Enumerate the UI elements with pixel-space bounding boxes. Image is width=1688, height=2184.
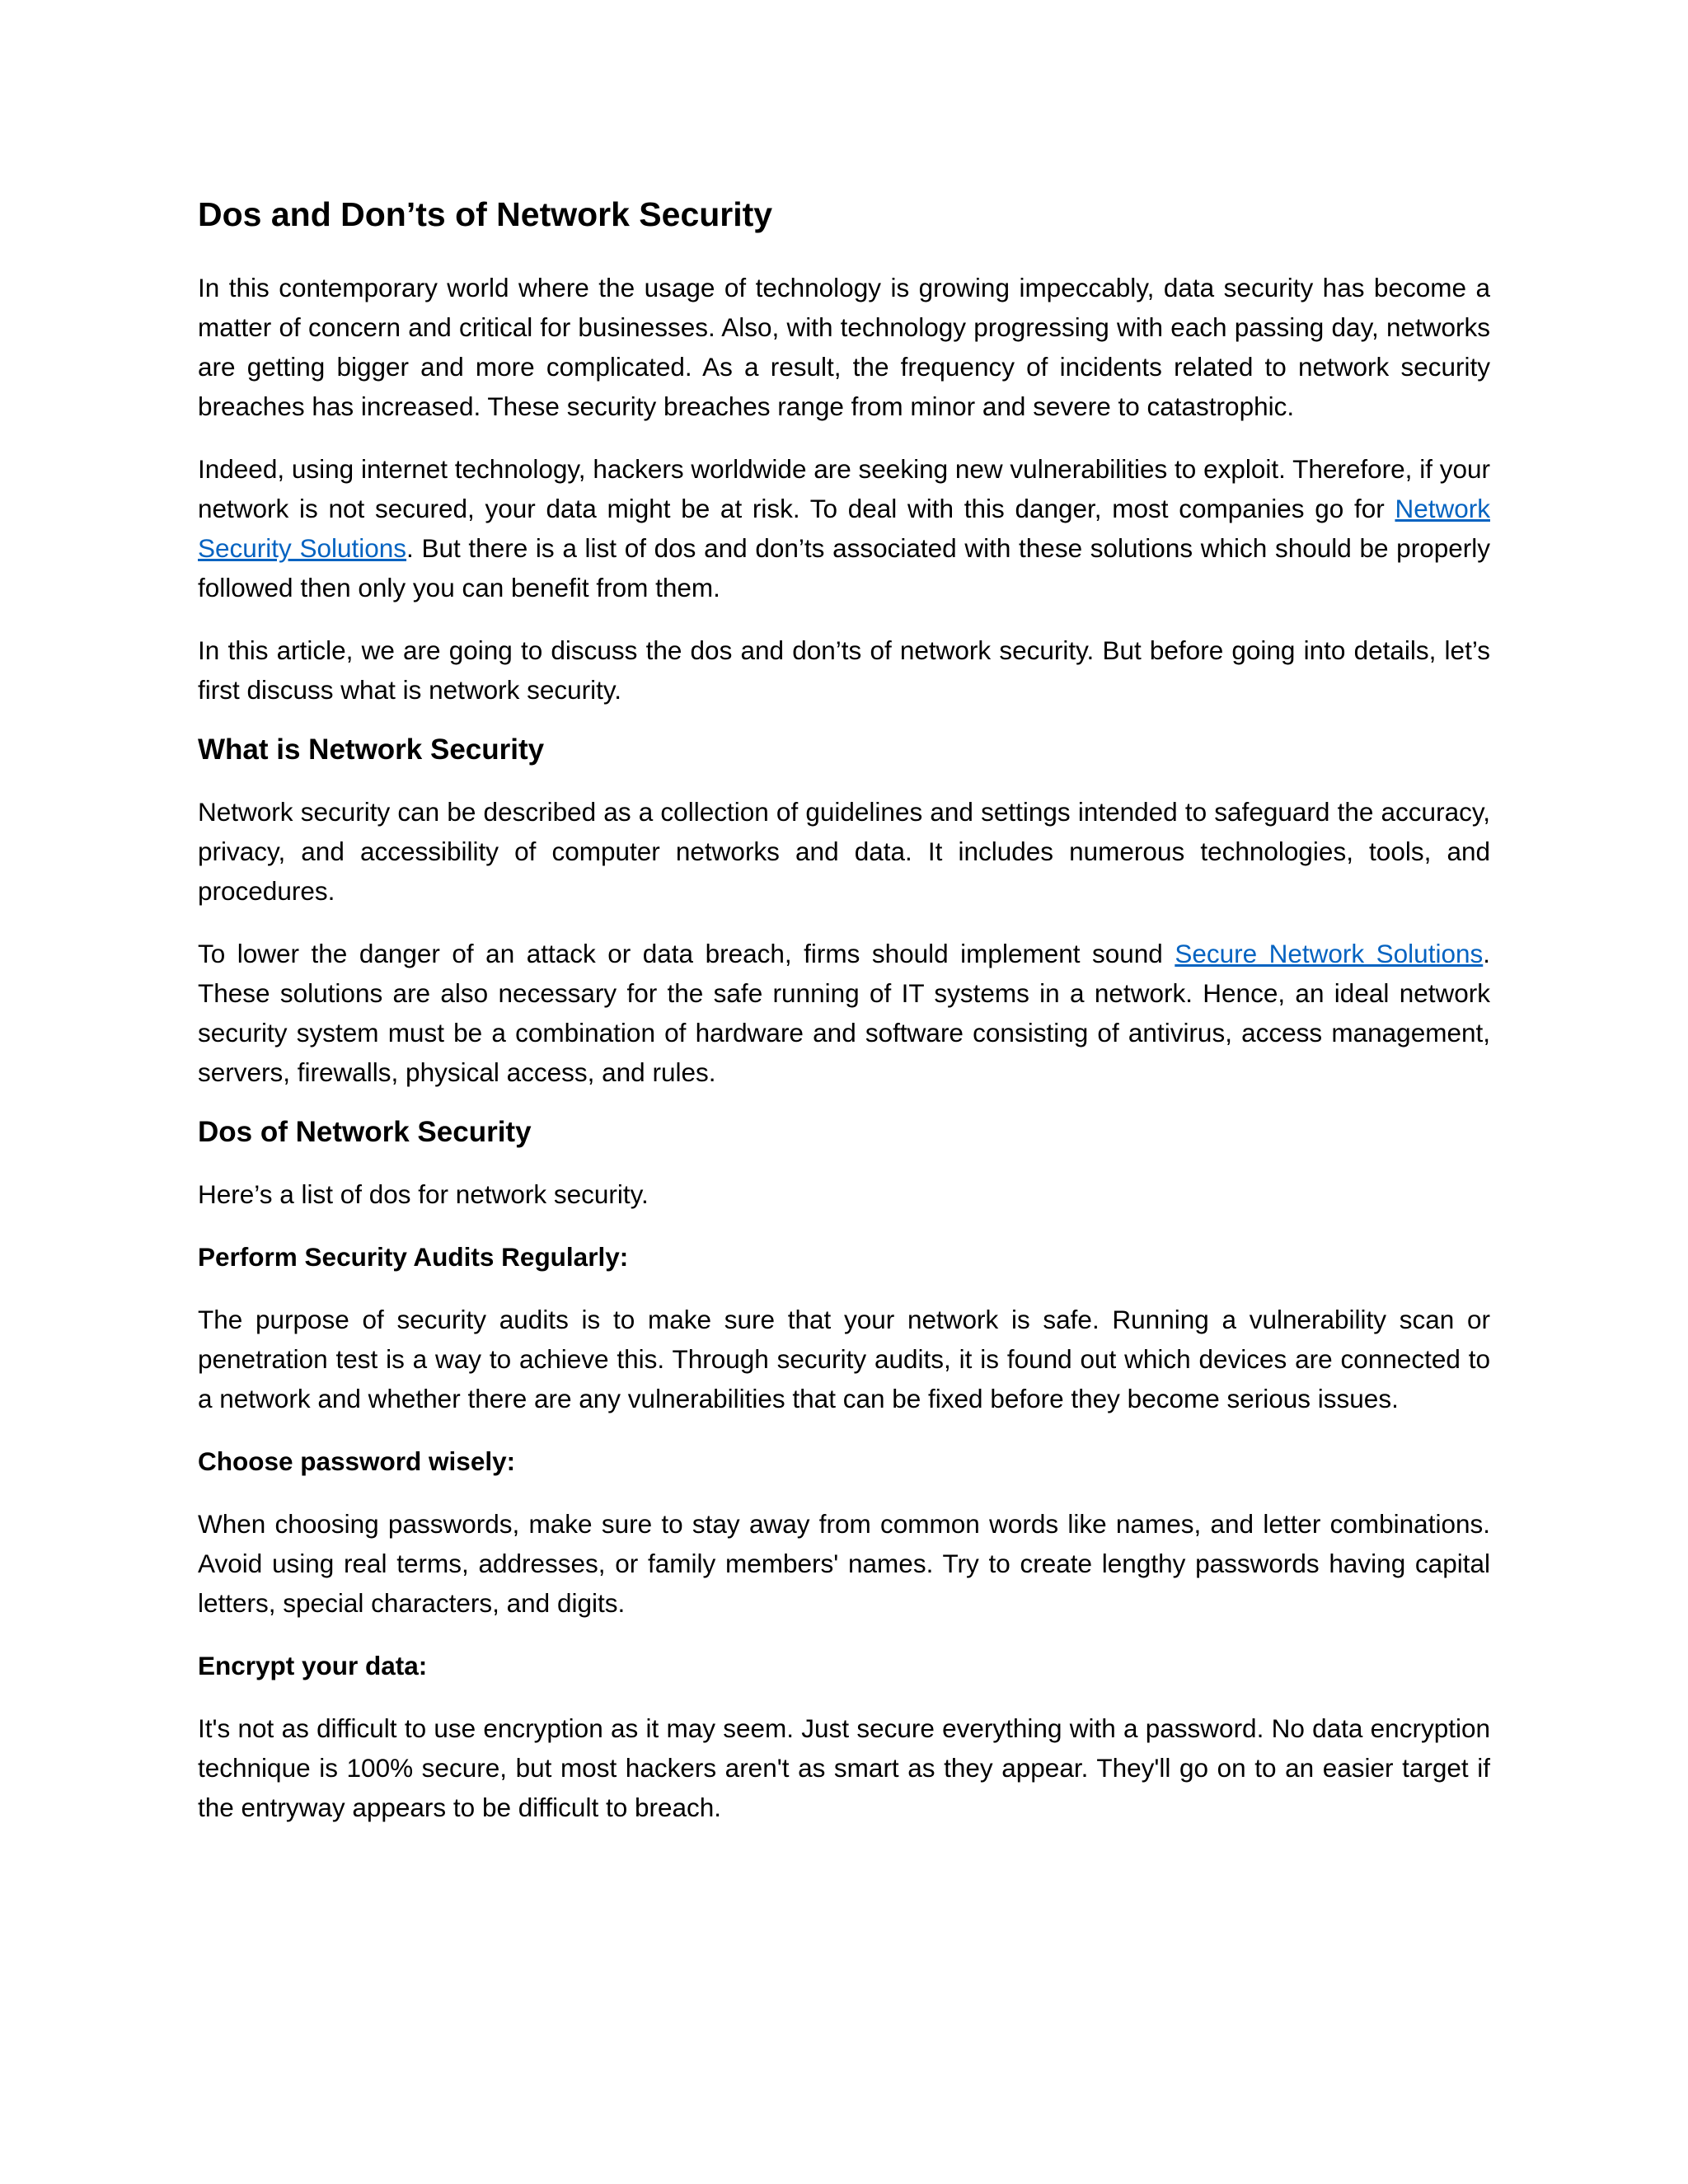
dos-item-title-security-audits: Perform Security Audits Regularly: xyxy=(198,1242,629,1272)
dos-item-text-security-audits: The purpose of security audits is to make sure that your network is safe. Running a vulnerability scan or penetration test is a way to achieve this. Through security audits, it is found out which devices are connected to a network and whether there are any vulnerabilities that can be fixed before they become serious issues. xyxy=(198,1305,1490,1414)
intro-paragraph-1: In this contemporary world where the usage of technology is growing impeccably, data security has become a matter of concern and critical for businesses. Also, with technology progressing with each passing day, networks are getting bigger and more complicated. As a result, the frequency of incidents related to network security breaches has increased. These security breaches range from minor and severe to catastrophic. xyxy=(198,273,1490,422)
intro-paragraph-2 xyxy=(198,449,1490,607)
dos-item-title-password: Choose password wisely: xyxy=(198,1446,516,1477)
intro-paragraph-3: In this article, we are going to discuss the dos and don’ts of network security. But before going into details, let’s first discuss what is network security. xyxy=(198,635,1490,705)
what-is-paragraph-2 xyxy=(198,934,1490,1092)
dos-intro-paragraph: Here’s a list of dos for network security. xyxy=(198,1179,649,1210)
document-title: Dos and Don’ts of Network Security xyxy=(198,195,773,233)
what-is-paragraph-2-text-start: To lower the danger of an attack or data breach, firms should implement sound xyxy=(198,939,1175,969)
dos-item-text-encrypt: It's not as difficult to use encryption as it may seem. Just secure everything with a password. No data encryption technique is 100% secure, but most hackers aren't as smart as they appear. They'll go on to an easier target if the entryway appears to be difficult to breach. xyxy=(198,1713,1490,1823)
intro-paragraph-2-text-start: Indeed, using internet technology, hackers worldwide are seeking new vulnerabilities to exploit. Therefore, if your network is not secured, your data might be at risk. To deal with this danger, most companies go for xyxy=(198,454,1490,524)
dos-item-title-encrypt: Encrypt your data: xyxy=(198,1651,428,1681)
secure-network-solutions-link[interactable]: Secure Network Solutions xyxy=(1175,939,1484,969)
what-is-paragraph-1: Network security can be described as a collection of guidelines and settings intended to safeguard the accuracy, privacy, and accessibility of computer networks and data. It includes numerous technologies, tools, and procedures. xyxy=(198,797,1490,907)
section-heading-dos: Dos of Network Security xyxy=(198,1116,532,1149)
dos-item-text-password: When choosing passwords, make sure to stay away from common words like names, and letter combinations. Avoid using real terms, addresses, or family members' names. Try to create lengthy passwords having capital letters, special characters, and digits. xyxy=(198,1509,1490,1619)
intro-paragraph-2-text-end: . But there is a list of dos and don’ts associated with these solutions which should be properly followed then only you can benefit from them. xyxy=(198,533,1490,603)
network-security-solutions-link[interactable]: Network Security Solutions xyxy=(198,494,1490,564)
what-is-paragraph-2-text-end: . These solutions are also necessary for the safe running of IT systems in a network. Hence, an ideal network security system must be a combination of hardware and software consisting of antivirus, access management, servers, firewalls, physical access, and rules. xyxy=(198,939,1490,1088)
section-heading-what-is: What is Network Security xyxy=(198,733,545,766)
